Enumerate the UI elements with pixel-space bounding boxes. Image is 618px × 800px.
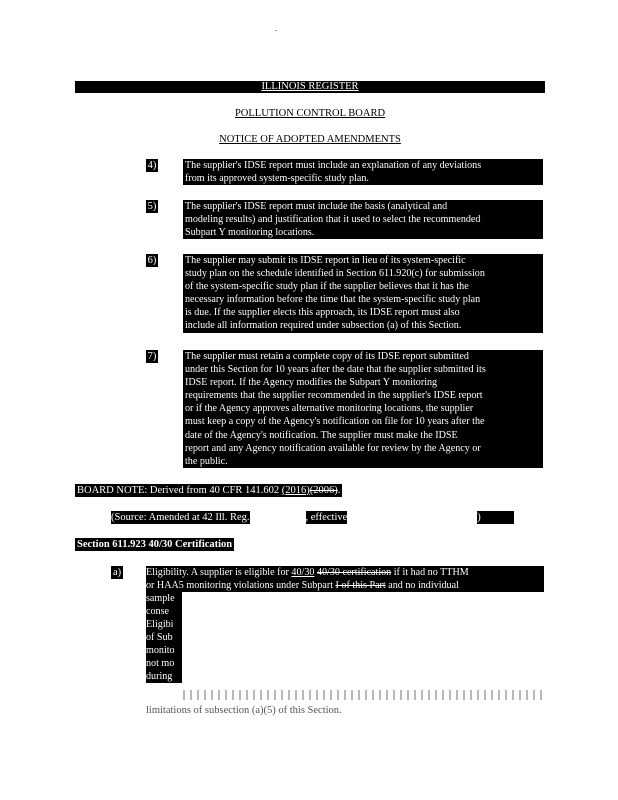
deleted-text: 40/30 certification <box>316 567 392 578</box>
item-text <box>183 159 543 185</box>
text-line: The supplier may submit its IDSE report in lieu of its system-specific <box>185 255 466 266</box>
text-line: IDSE report. If the Agency modifies the Subpart Y monitoring <box>185 377 438 389</box>
item-text <box>183 200 543 239</box>
text-fragment: sample <box>146 592 182 605</box>
board-note <box>75 484 342 497</box>
text-fragment: during <box>146 670 182 683</box>
subsection-number: a) <box>113 567 122 578</box>
faded-text-region <box>183 690 543 700</box>
text-fragment: of Sub <box>146 631 182 644</box>
register-header: ILLINOIS REGISTER <box>75 81 545 93</box>
text-line: or HAA5 monitoring violations under Subpart I of this Part and no individual <box>146 579 544 592</box>
notice-header: NOTICE OF ADOPTED AMENDMENTS <box>219 134 401 145</box>
text-fragment: monito <box>146 644 182 657</box>
text-line: from its approved system-specific study plan. <box>185 173 369 185</box>
text-line: of the system-specific study plan if the supplier believes that it has the <box>185 281 469 293</box>
source-suffix: ) <box>477 512 481 523</box>
text-line: or if the Agency approves alternative monitoring locations, the supplier <box>185 403 474 415</box>
text-line: requirements that the supplier recommended in the supplier's IDSE report <box>185 390 483 402</box>
board-note-text: BOARD NOTE: Derived from 40 CFR 141.602 <box>77 485 282 496</box>
blank-date-field <box>250 511 306 524</box>
source-middle: , effective <box>305 512 348 523</box>
item-number: 4) <box>147 160 157 171</box>
scan-speck <box>275 30 277 31</box>
text-line: must keep a copy of the Agency's notification on file for 10 years after the <box>185 416 485 428</box>
item-number: 7) <box>147 351 157 362</box>
deleted-text: I of this Part <box>335 580 386 591</box>
text-line: necessary information before the time that the system-specific study plan <box>185 294 481 306</box>
blank-effective-field <box>347 511 477 524</box>
text-line: is due. If the supplier elects this approach, its IDSE report must also <box>185 307 460 319</box>
board-note-end: . <box>337 485 341 496</box>
subsection-text <box>146 566 544 683</box>
deleted-text: (2006) <box>309 485 338 496</box>
text-fragment: Eligibi <box>146 618 182 631</box>
board-header: POLLUTION CONTROL BOARD <box>234 108 386 119</box>
item-number: 5) <box>147 201 157 212</box>
text-line: The supplier's IDSE report must include the basis (analytical and <box>185 201 448 212</box>
item-text <box>183 254 543 333</box>
text-line: include all information required under subsection (a) of this Section. <box>185 320 462 332</box>
text-fragment: not mo <box>146 657 182 670</box>
inserted-text: (2016) <box>281 485 310 496</box>
text-line: report and any Agency notification available for review by the Agency or <box>185 442 481 454</box>
text-line: study plan on the schedule identified in Section 611.920(c) for submission <box>185 268 485 280</box>
subsection-last-line: limitations of subsection (a)(5) of this Section. <box>146 705 342 716</box>
item-text <box>183 350 543 468</box>
text-line: date of the Agency's notification. The supplier must make the IDSE <box>185 429 458 441</box>
text-line: Subpart Y monitoring locations. <box>185 227 315 239</box>
text-line: modeling results) and justification that it used to select the recommended <box>185 214 481 226</box>
section-heading: Section 611.923 40/30 Certification <box>77 539 233 550</box>
text-fragment: conse <box>146 605 182 618</box>
inserted-text: 40/30 <box>291 567 315 578</box>
text-line: The supplier must retain a complete copy of its IDSE report submitted <box>185 351 469 362</box>
source-prefix: (Source: Amended at 42 Ill. Reg. <box>111 512 250 523</box>
item-number: 6) <box>147 255 157 266</box>
source-line <box>111 511 514 524</box>
text-line: The supplier's IDSE report must include an explanation of any deviations <box>185 160 482 171</box>
text-line: Eligibility. A supplier is eligible for 40/30 40/30 certification if it had no TTHM <box>146 566 544 579</box>
text-line: under this Section for 10 years after the date that the supplier submitted its <box>185 364 486 376</box>
text-line: the public. <box>185 455 228 467</box>
